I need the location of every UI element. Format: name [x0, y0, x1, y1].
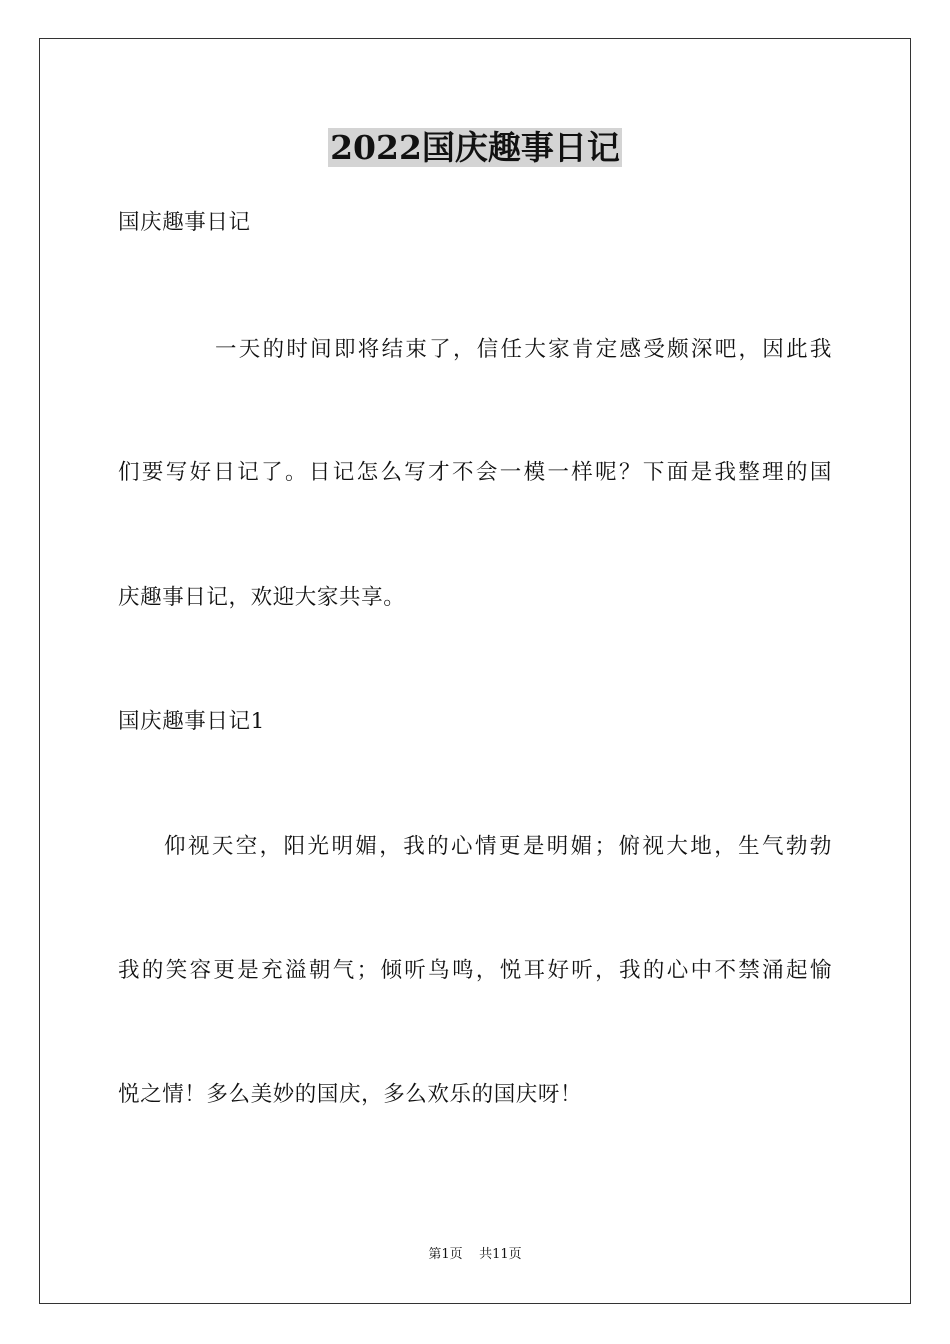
section-line-1: 仰视天空，阳光明媚，我的心情更是明媚；俯视大地，生气勃勃: [164, 834, 832, 859]
section-line-2: 我的笑容更是充溢朝气；倾听鸟鸣，悦耳好听，我的心中不禁涌起愉: [118, 958, 832, 983]
intro-line-3: 庆趣事日记，欢迎大家共享。: [118, 585, 406, 610]
section-line-3: 悦之情！多么美妙的国庆，多么欢乐的国庆呀！: [118, 1082, 583, 1107]
intro-line-2: 们要写好日记了。日记怎么写才不会一模一样呢？下面是我整理的国: [118, 460, 832, 485]
page-number: 第1页: [428, 1247, 463, 1262]
intro-line-1: 一天的时间即将结束了，信任大家肯定感受颇深吧，因此我: [215, 337, 832, 362]
page-footer: [0, 1246, 950, 1264]
document-title-text: 2022国庆趣事日记: [330, 128, 620, 167]
document-title: [0, 128, 950, 168]
page-total: 共11页: [479, 1247, 522, 1262]
section-heading: 国庆趣事日记1: [118, 709, 265, 734]
document-subtitle: 国庆趣事日记: [118, 210, 251, 235]
